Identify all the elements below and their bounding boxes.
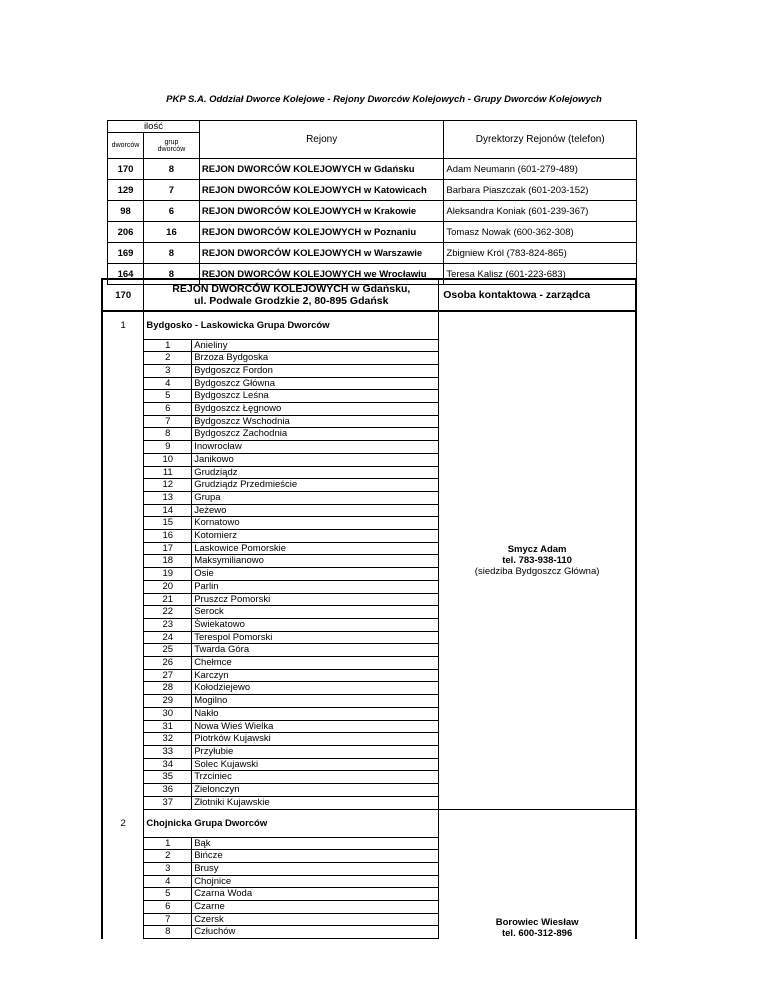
station-spacer bbox=[102, 784, 144, 797]
station-name: Grupa bbox=[192, 491, 439, 504]
station-name: Kołodziejewo bbox=[192, 682, 439, 695]
station-index: 14 bbox=[144, 504, 192, 517]
station-name: Mogilno bbox=[192, 695, 439, 708]
station-spacer bbox=[102, 707, 144, 720]
station-index: 6 bbox=[144, 403, 192, 416]
station-spacer bbox=[102, 377, 144, 390]
station-index: 27 bbox=[144, 669, 192, 682]
station-index: 16 bbox=[144, 530, 192, 543]
summary-rejon: REJON DWORCÓW KOLEJOWYCH w Warszawie bbox=[199, 243, 443, 264]
station-index: 37 bbox=[144, 796, 192, 809]
station-spacer bbox=[102, 758, 144, 771]
station-name: Bąk bbox=[192, 837, 439, 850]
station-name: Człuchów bbox=[192, 926, 439, 939]
station-index: 31 bbox=[144, 720, 192, 733]
station-spacer bbox=[102, 746, 144, 759]
station-name: Osie bbox=[192, 568, 439, 581]
regions-summary-table bbox=[107, 120, 637, 285]
station-index: 3 bbox=[144, 862, 192, 875]
group-header-row bbox=[102, 311, 636, 339]
station-spacer bbox=[102, 403, 144, 416]
station-index: 17 bbox=[144, 542, 192, 555]
station-name: Zielonczyn bbox=[192, 784, 439, 797]
station-spacer bbox=[102, 796, 144, 809]
station-index: 6 bbox=[144, 901, 192, 914]
station-spacer bbox=[102, 555, 144, 568]
station-spacer bbox=[102, 466, 144, 479]
station-spacer bbox=[102, 682, 144, 695]
station-name: Laskowice Pomorskie bbox=[192, 542, 439, 555]
summary-dworcow: 129 bbox=[108, 180, 144, 201]
header-ilosc: ilość bbox=[108, 121, 200, 133]
station-name: Janikowo bbox=[192, 453, 439, 466]
station-spacer bbox=[102, 580, 144, 593]
station-spacer bbox=[102, 517, 144, 530]
station-index: 4 bbox=[144, 875, 192, 888]
contact-note: (siedziba Bydgoszcz Główna) bbox=[474, 565, 600, 577]
station-spacer bbox=[102, 862, 144, 875]
station-spacer bbox=[102, 530, 144, 543]
page-title: PKP S.A. Oddział Dworce Kolejowe - Rejony Dworców Kolejowych - Grupy Dworców Kolejowych bbox=[166, 94, 602, 105]
summary-rejon: REJON DWORCÓW KOLEJOWYCH w Gdańsku bbox=[199, 159, 443, 180]
station-spacer bbox=[102, 720, 144, 733]
station-name: Grudziądz bbox=[192, 466, 439, 479]
station-index: 12 bbox=[144, 479, 192, 492]
station-index: 2 bbox=[144, 850, 192, 863]
contact-header: Osoba kontaktowa - zarządca bbox=[439, 279, 636, 311]
station-name: Czarna Woda bbox=[192, 888, 439, 901]
station-index: 13 bbox=[144, 491, 192, 504]
station-spacer bbox=[102, 479, 144, 492]
region-name: REJON DWORCÓW KOLEJOWYCH w Gdańsku, ul. Podwale Grodzkie 2, 80-895 Gdańsk bbox=[144, 279, 439, 311]
header-rejony: Rejony bbox=[199, 121, 443, 159]
station-index: 30 bbox=[144, 707, 192, 720]
station-name: Przyłubie bbox=[192, 746, 439, 759]
summary-dyrektor: Zbigniew Król (783-824-865) bbox=[444, 243, 637, 264]
station-name: Bydgoszcz Zachodnia bbox=[192, 428, 439, 441]
summary-row bbox=[108, 159, 637, 180]
header-dyrektorzy: Dyrektorzy Rejonów (telefon) bbox=[444, 121, 637, 159]
summary-grup: 7 bbox=[143, 180, 199, 201]
station-index: 23 bbox=[144, 618, 192, 631]
station-spacer bbox=[102, 888, 144, 901]
station-spacer bbox=[102, 390, 144, 403]
station-name: Kornatowo bbox=[192, 517, 439, 530]
station-name: Złotniki Kujawskie bbox=[192, 796, 439, 809]
summary-dworcow: 169 bbox=[108, 243, 144, 264]
station-spacer bbox=[102, 771, 144, 784]
station-spacer bbox=[102, 631, 144, 644]
station-spacer bbox=[102, 657, 144, 670]
summary-dworcow: 170 bbox=[108, 159, 144, 180]
station-index: 2 bbox=[144, 352, 192, 365]
summary-row bbox=[108, 243, 637, 264]
station-name: Pruszcz Pomorski bbox=[192, 593, 439, 606]
station-index: 29 bbox=[144, 695, 192, 708]
station-spacer bbox=[102, 542, 144, 555]
station-spacer bbox=[102, 913, 144, 926]
station-name: Nakło bbox=[192, 707, 439, 720]
station-index: 15 bbox=[144, 517, 192, 530]
station-index: 8 bbox=[144, 926, 192, 939]
summary-dyrektor: Barbara Piaszczak (601-203-152) bbox=[444, 180, 637, 201]
station-index: 1 bbox=[144, 837, 192, 850]
station-index: 7 bbox=[144, 913, 192, 926]
station-name: Brzoza Bydgoska bbox=[192, 352, 439, 365]
station-spacer bbox=[102, 901, 144, 914]
station-name: Świekatowo bbox=[192, 618, 439, 631]
group-name: Bydgosko - Laskowicka Grupa Dworców bbox=[144, 311, 439, 339]
summary-row bbox=[108, 222, 637, 243]
station-spacer bbox=[102, 606, 144, 619]
station-spacer bbox=[102, 568, 144, 581]
station-index: 35 bbox=[144, 771, 192, 784]
station-spacer bbox=[102, 850, 144, 863]
station-index: 4 bbox=[144, 377, 192, 390]
group-contact bbox=[439, 809, 636, 939]
station-index: 21 bbox=[144, 593, 192, 606]
station-spacer bbox=[102, 453, 144, 466]
station-name: Anieliny bbox=[192, 339, 439, 352]
station-index: 26 bbox=[144, 657, 192, 670]
station-name: Bydgoszcz Główna bbox=[192, 377, 439, 390]
station-index: 33 bbox=[144, 746, 192, 759]
station-name: Maksymilianowo bbox=[192, 555, 439, 568]
summary-dworcow: 164 bbox=[108, 264, 144, 285]
station-name: Chojnice bbox=[192, 875, 439, 888]
summary-rejon: REJON DWORCÓW KOLEJOWYCH we Wrocławiu bbox=[199, 264, 443, 285]
station-index: 36 bbox=[144, 784, 192, 797]
summary-dworcow: 98 bbox=[108, 201, 144, 222]
contact-name: Borowiec Wiesław bbox=[495, 916, 579, 928]
station-spacer bbox=[102, 491, 144, 504]
station-index: 22 bbox=[144, 606, 192, 619]
group-header-row bbox=[102, 809, 636, 837]
station-spacer bbox=[102, 618, 144, 631]
contact-name: Smycz Adam bbox=[507, 543, 567, 555]
station-spacer bbox=[102, 415, 144, 428]
summary-rejon: REJON DWORCÓW KOLEJOWYCH w Katowicach bbox=[199, 180, 443, 201]
station-index: 10 bbox=[144, 453, 192, 466]
station-name: Czersk bbox=[192, 913, 439, 926]
summary-dyrektor: Teresa Kalisz (601-223-683) bbox=[444, 264, 637, 285]
summary-grup: 8 bbox=[143, 159, 199, 180]
station-index: 32 bbox=[144, 733, 192, 746]
station-name: Nowa Wieś Wielka bbox=[192, 720, 439, 733]
station-name: Jeżewo bbox=[192, 504, 439, 517]
group-name: Chojnicka Grupa Dworców bbox=[144, 809, 439, 837]
station-spacer bbox=[102, 428, 144, 441]
station-spacer bbox=[102, 837, 144, 850]
summary-rejon: REJON DWORCÓW KOLEJOWYCH w Krakowie bbox=[199, 201, 443, 222]
station-index: 25 bbox=[144, 644, 192, 657]
station-name: Bydgoszcz Leśna bbox=[192, 390, 439, 403]
station-name: Chełmce bbox=[192, 657, 439, 670]
station-name: Inowrocław bbox=[192, 441, 439, 454]
summary-rejon: REJON DWORCÓW KOLEJOWYCH w Poznaniu bbox=[199, 222, 443, 243]
summary-grup: 6 bbox=[143, 201, 199, 222]
station-name: Karczyn bbox=[192, 669, 439, 682]
station-spacer bbox=[102, 352, 144, 365]
station-spacer bbox=[102, 695, 144, 708]
station-name: Bińcze bbox=[192, 850, 439, 863]
station-index: 24 bbox=[144, 631, 192, 644]
station-index: 18 bbox=[144, 555, 192, 568]
header-grup: grup dworców bbox=[143, 133, 199, 159]
group-contact bbox=[439, 311, 636, 809]
station-index: 11 bbox=[144, 466, 192, 479]
station-spacer bbox=[102, 926, 144, 939]
summary-grup: 8 bbox=[143, 264, 199, 285]
station-index: 20 bbox=[144, 580, 192, 593]
station-spacer bbox=[102, 504, 144, 517]
summary-grup: 16 bbox=[143, 222, 199, 243]
contact-phone: tel. 783-938-110 bbox=[502, 554, 572, 566]
station-spacer bbox=[102, 644, 144, 657]
region-station-count: 170 bbox=[102, 279, 144, 311]
station-index: 1 bbox=[144, 339, 192, 352]
region-detail-table bbox=[101, 278, 637, 939]
station-spacer bbox=[102, 733, 144, 746]
station-index: 7 bbox=[144, 415, 192, 428]
station-index: 34 bbox=[144, 758, 192, 771]
station-name: Brusy bbox=[192, 862, 439, 875]
station-name: Czarne bbox=[192, 901, 439, 914]
contact-phone: tel. 600-312-896 bbox=[501, 927, 573, 939]
station-name: Terespol Pomorski bbox=[192, 631, 439, 644]
group-number: 1 bbox=[102, 311, 144, 339]
station-spacer bbox=[102, 593, 144, 606]
station-name: Piotrków Kujawski bbox=[192, 733, 439, 746]
summary-dyrektor: Tomasz Nowak (600-362-308) bbox=[444, 222, 637, 243]
station-name: Parlin bbox=[192, 580, 439, 593]
station-index: 3 bbox=[144, 364, 192, 377]
station-index: 19 bbox=[144, 568, 192, 581]
station-name: Trzciniec bbox=[192, 771, 439, 784]
station-name: Twarda Góra bbox=[192, 644, 439, 657]
summary-dyrektor: Adam Neumann (601-279-489) bbox=[444, 159, 637, 180]
summary-dworcow: 206 bbox=[108, 222, 144, 243]
station-spacer bbox=[102, 364, 144, 377]
station-name: Bydgoszcz Wschodnia bbox=[192, 415, 439, 428]
station-name: Solec Kujawski bbox=[192, 758, 439, 771]
summary-row bbox=[108, 180, 637, 201]
station-index: 9 bbox=[144, 441, 192, 454]
header-dworcow: dworców bbox=[108, 133, 144, 159]
station-spacer bbox=[102, 669, 144, 682]
station-name: Kotomierz bbox=[192, 530, 439, 543]
station-index: 8 bbox=[144, 428, 192, 441]
station-name: Bydgoszcz Łęgnowo bbox=[192, 403, 439, 416]
summary-grup: 8 bbox=[143, 243, 199, 264]
station-index: 5 bbox=[144, 888, 192, 901]
station-name: Serock bbox=[192, 606, 439, 619]
station-spacer bbox=[102, 339, 144, 352]
summary-dyrektor: Aleksandra Koniak (601-239-367) bbox=[444, 201, 637, 222]
station-index: 5 bbox=[144, 390, 192, 403]
station-index: 28 bbox=[144, 682, 192, 695]
station-spacer bbox=[102, 441, 144, 454]
group-number: 2 bbox=[102, 809, 144, 837]
station-name: Bydgoszcz Fordon bbox=[192, 364, 439, 377]
station-name: Grudziądz Przedmieście bbox=[192, 479, 439, 492]
summary-row bbox=[108, 201, 637, 222]
station-spacer bbox=[102, 875, 144, 888]
